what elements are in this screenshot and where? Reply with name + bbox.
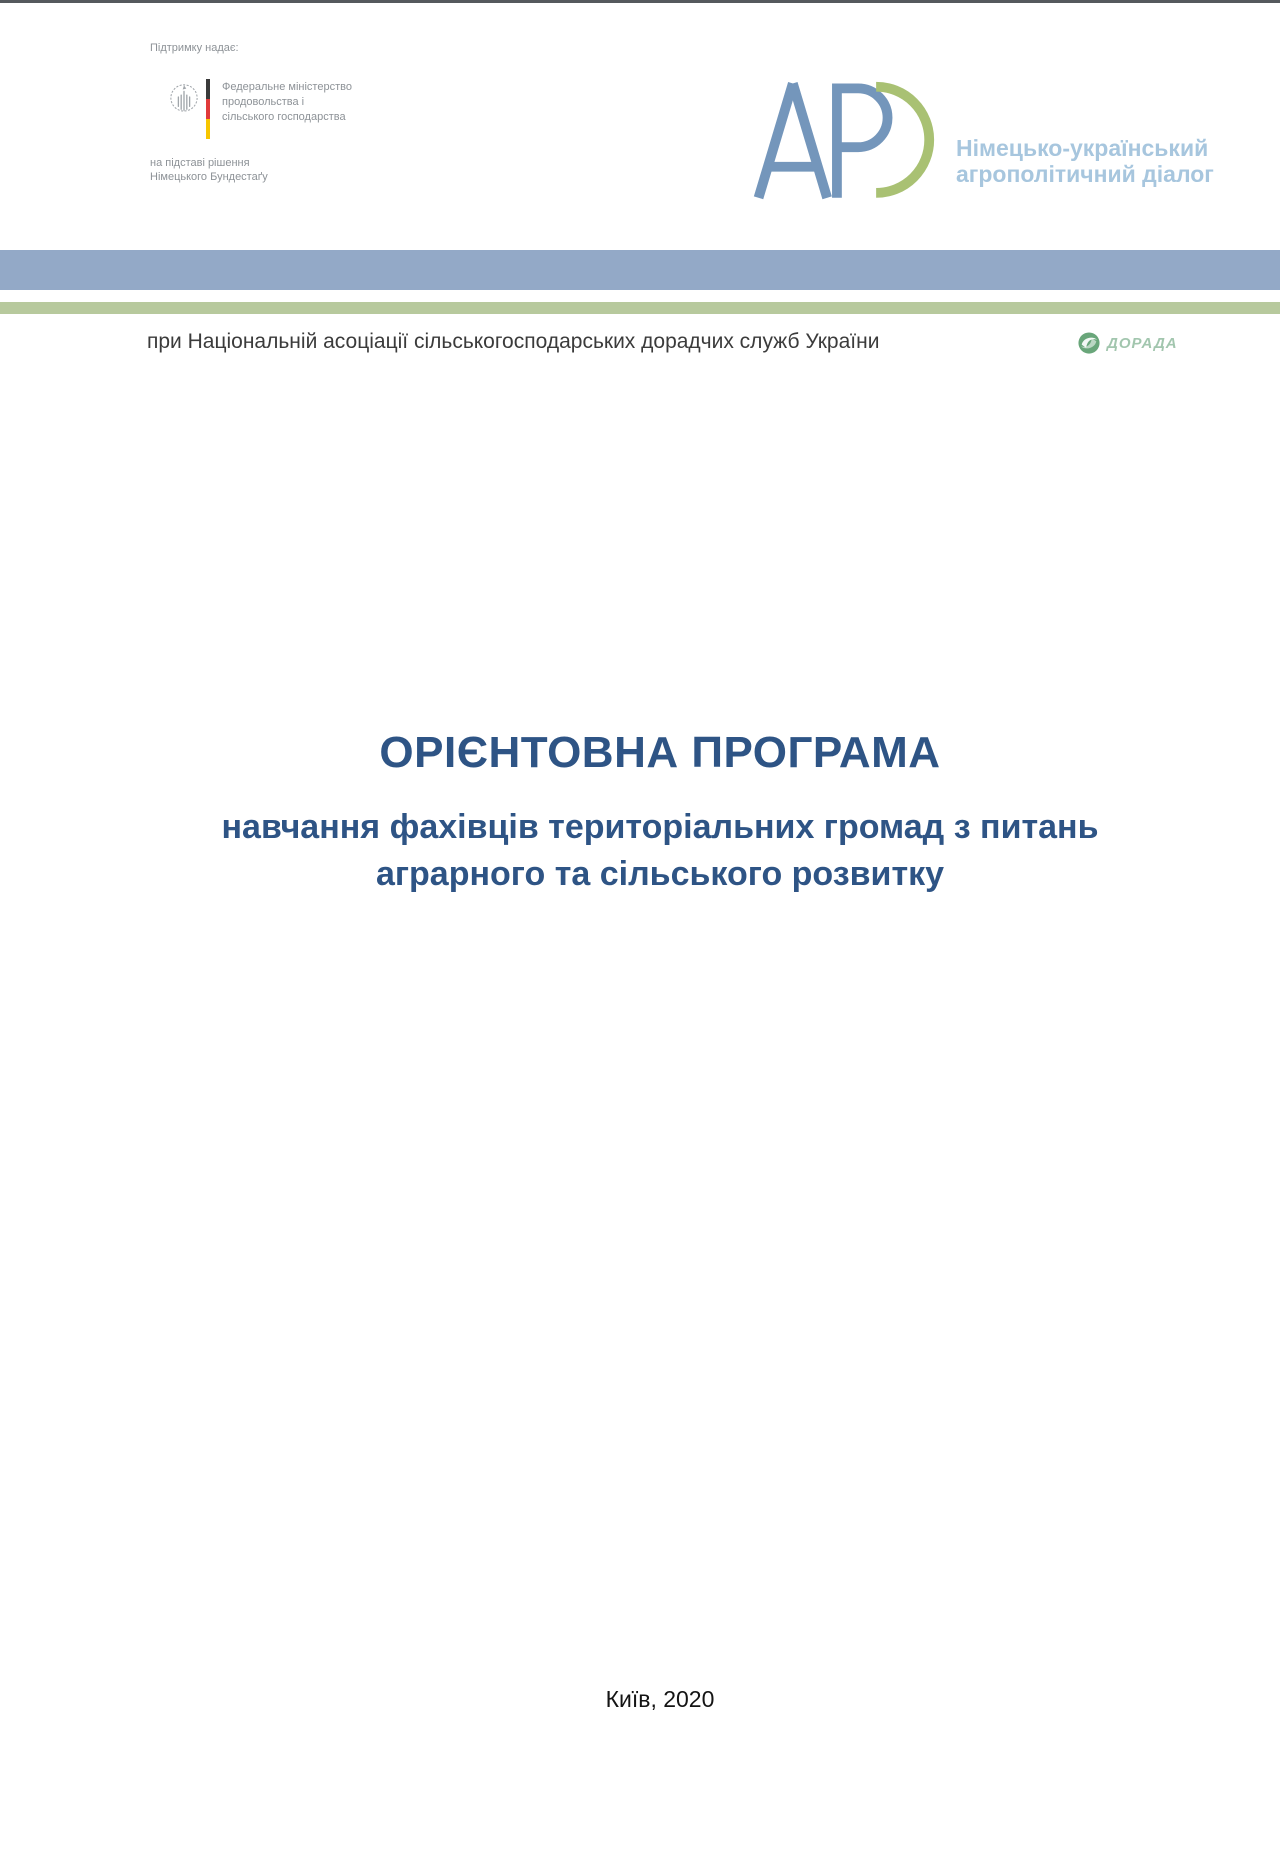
apd-tagline-line: Німецько-український (956, 135, 1209, 161)
association-line: при Національній асоціації сільськогосподарських дорадчих служб України (147, 330, 880, 353)
place-and-date: Київ, 2020 (605, 1686, 715, 1712)
ministry-line: сільського господарства (222, 111, 346, 123)
basis-line: на підставі рішення (150, 157, 250, 169)
ministry-name (222, 80, 352, 125)
ministry-line: Федеральне міністерство (222, 81, 352, 93)
green-divider-bar (0, 302, 1280, 314)
document-title: ОРІЄНТОВНА ПРОГРАМА (379, 728, 941, 777)
dorada-logo (1076, 330, 1178, 356)
apd-tagline-line: агрополітичний діалог (956, 161, 1214, 187)
document-subtitle (40, 804, 1280, 898)
apd-tagline (956, 135, 1214, 187)
dorada-swirl-icon (1076, 330, 1102, 356)
basis-line: Німецького Бундестаґу (150, 171, 268, 183)
dorada-logo-text: ДОРАДА (1107, 334, 1178, 352)
bundesadler-eagle-icon (169, 79, 199, 115)
ministry-line: продовольства і (222, 96, 305, 108)
apd-logo-icon (752, 78, 948, 200)
bundestag-basis-note (150, 156, 268, 184)
subtitle-line: навчання фахівців територіальних громад з питань (221, 808, 1099, 846)
window-top-edge (0, 0, 1280, 3)
german-flag-stripe (206, 79, 210, 139)
supporter-label: Підтримку надає: (150, 42, 239, 54)
blue-divider-bar (0, 250, 1280, 290)
subtitle-line: аграрного та сільського розвитку (375, 855, 945, 893)
